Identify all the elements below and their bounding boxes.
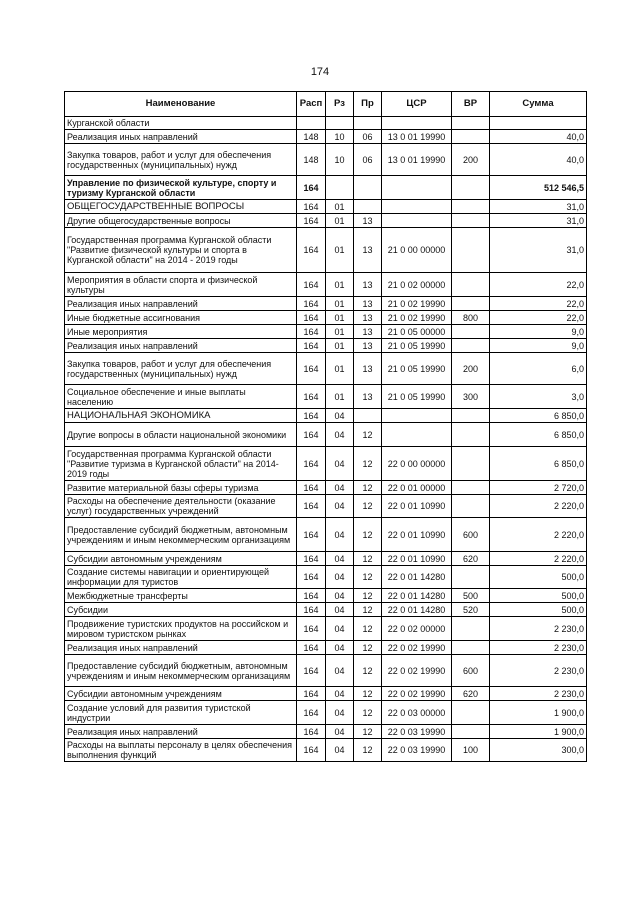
cell-rz: 04	[326, 518, 354, 552]
cell-pr: 06	[354, 130, 382, 144]
cell-rz: 04	[326, 739, 354, 762]
cell-sum: 6 850,0	[490, 423, 587, 447]
cell-rz: 04	[326, 655, 354, 687]
cell-vr	[452, 481, 490, 495]
cell-rasp: 164	[297, 339, 326, 353]
cell-sum: 2 720,0	[490, 481, 587, 495]
cell-sum: 6 850,0	[490, 447, 587, 481]
cell-sum: 2 230,0	[490, 655, 587, 687]
cell-vr: 100	[452, 739, 490, 762]
cell-vr: 600	[452, 655, 490, 687]
cell-rasp: 164	[297, 603, 326, 617]
cell-sum: 2 220,0	[490, 518, 587, 552]
cell-rasp: 164	[297, 739, 326, 762]
cell-pr: 12	[354, 739, 382, 762]
table-row	[65, 311, 587, 325]
cell-vr: 520	[452, 603, 490, 617]
table-row	[65, 130, 587, 144]
cell-vr: 500	[452, 589, 490, 603]
cell-pr: 13	[354, 353, 382, 385]
cell-name: Иные мероприятия	[65, 325, 297, 339]
table-row	[65, 481, 587, 495]
cell-csr: 22 0 02 19990	[382, 687, 452, 701]
cell-sum: 300,0	[490, 739, 587, 762]
cell-sum: 22,0	[490, 273, 587, 297]
cell-rasp: 164	[297, 273, 326, 297]
cell-name: Предоставление субсидий бюджетным, автономным учреждениям и иным некоммерческим организациям	[65, 518, 297, 552]
cell-csr: 22 0 02 19990	[382, 641, 452, 655]
cell-name: Закупка товаров, работ и услуг для обеспечения государственных (муниципальных) нужд	[65, 353, 297, 385]
cell-name: НАЦИОНАЛЬНАЯ ЭКОНОМИКА	[65, 409, 297, 423]
cell-name: Курганской области	[65, 117, 297, 130]
cell-rasp: 164	[297, 297, 326, 311]
cell-vr	[452, 447, 490, 481]
cell-pr	[354, 117, 382, 130]
cell-csr: 22 0 03 19990	[382, 739, 452, 762]
cell-pr: 12	[354, 687, 382, 701]
cell-rasp: 164	[297, 655, 326, 687]
cell-csr: 22 0 02 19990	[382, 655, 452, 687]
cell-vr	[452, 495, 490, 518]
cell-rz: 01	[326, 339, 354, 353]
column-header-rz: Рз	[326, 92, 354, 117]
cell-rz: 04	[326, 423, 354, 447]
cell-pr: 12	[354, 447, 382, 481]
cell-name: Субсидии автономным учреждениям	[65, 687, 297, 701]
cell-rz: 04	[326, 617, 354, 641]
cell-rasp: 164	[297, 385, 326, 409]
table-row	[65, 495, 587, 518]
cell-vr	[452, 725, 490, 739]
cell-rasp: 164	[297, 552, 326, 566]
cell-rasp: 164	[297, 518, 326, 552]
cell-rz	[326, 176, 354, 200]
table-row	[65, 725, 587, 739]
cell-name: Мероприятия в области спорта и физической культуры	[65, 273, 297, 297]
column-header-rasp: Расп	[297, 92, 326, 117]
cell-name: Создание условий для развития туристской индустрии	[65, 701, 297, 725]
cell-vr	[452, 214, 490, 228]
table-row	[65, 518, 587, 552]
column-header-csr: ЦСР	[382, 92, 452, 117]
cell-vr	[452, 325, 490, 339]
cell-name: Государственная программа Курганской области "Развитие физической культуры и спорта в Курганской области" на 2014 - 2019 годы	[65, 228, 297, 273]
cell-rz: 01	[326, 200, 354, 214]
cell-vr: 600	[452, 518, 490, 552]
cell-sum: 500,0	[490, 603, 587, 617]
cell-csr: 22 0 00 00000	[382, 447, 452, 481]
cell-sum: 2 230,0	[490, 617, 587, 641]
cell-rz: 04	[326, 566, 354, 589]
cell-vr	[452, 409, 490, 423]
cell-csr: 22 0 03 00000	[382, 701, 452, 725]
cell-pr: 06	[354, 144, 382, 176]
cell-vr	[452, 339, 490, 353]
cell-sum: 40,0	[490, 144, 587, 176]
cell-pr: 13	[354, 339, 382, 353]
cell-sum	[490, 117, 587, 130]
cell-rz: 04	[326, 589, 354, 603]
cell-name: Субсидии автономным учреждениям	[65, 552, 297, 566]
cell-csr: 21 0 00 00000	[382, 228, 452, 273]
cell-rz: 04	[326, 552, 354, 566]
column-header-name: Наименование	[65, 92, 297, 117]
cell-rz: 01	[326, 385, 354, 409]
cell-csr: 21 0 05 19990	[382, 385, 452, 409]
cell-csr: 13 0 01 19990	[382, 130, 452, 144]
cell-rasp: 164	[297, 687, 326, 701]
cell-sum: 6,0	[490, 353, 587, 385]
cell-pr: 12	[354, 617, 382, 641]
table-row	[65, 297, 587, 311]
cell-pr: 12	[354, 701, 382, 725]
cell-vr	[452, 176, 490, 200]
table-header-row	[65, 92, 587, 117]
cell-name: Развитие материальной базы сферы туризма	[65, 481, 297, 495]
cell-sum: 2 220,0	[490, 552, 587, 566]
cell-rasp	[297, 117, 326, 130]
cell-csr: 22 0 01 14280	[382, 566, 452, 589]
cell-rasp: 164	[297, 481, 326, 495]
cell-rz: 04	[326, 409, 354, 423]
cell-vr: 620	[452, 552, 490, 566]
cell-pr: 12	[354, 495, 382, 518]
cell-pr: 13	[354, 214, 382, 228]
cell-name: Предоставление субсидий бюджетным, автономным учреждениям и иным некоммерческим организациям	[65, 655, 297, 687]
cell-rz: 04	[326, 725, 354, 739]
table-row	[65, 273, 587, 297]
table-row	[65, 339, 587, 353]
cell-rz: 01	[326, 325, 354, 339]
cell-pr: 12	[354, 603, 382, 617]
cell-sum: 2 230,0	[490, 641, 587, 655]
table-row	[65, 447, 587, 481]
cell-rasp: 164	[297, 409, 326, 423]
cell-csr: 22 0 01 14280	[382, 603, 452, 617]
cell-sum: 2 220,0	[490, 495, 587, 518]
cell-vr	[452, 200, 490, 214]
table-row	[65, 655, 587, 687]
cell-rasp: 164	[297, 725, 326, 739]
cell-csr: 21 0 05 19990	[382, 353, 452, 385]
cell-csr: 22 0 01 10990	[382, 495, 452, 518]
cell-sum: 31,0	[490, 214, 587, 228]
cell-sum: 9,0	[490, 339, 587, 353]
cell-pr: 12	[354, 552, 382, 566]
cell-rz: 04	[326, 603, 354, 617]
table-row	[65, 701, 587, 725]
cell-rz: 01	[326, 311, 354, 325]
cell-csr: 22 0 01 00000	[382, 481, 452, 495]
cell-rasp: 164	[297, 214, 326, 228]
cell-rasp: 164	[297, 495, 326, 518]
cell-rasp: 164	[297, 589, 326, 603]
cell-name: Создание системы навигации и ориентирующей информации для туристов	[65, 566, 297, 589]
table-row	[65, 144, 587, 176]
table-row	[65, 566, 587, 589]
cell-name: Государственная программа Курганской области "Развитие туризма в Курганской области" на 2014-2019 годы	[65, 447, 297, 481]
cell-vr	[452, 117, 490, 130]
cell-pr: 12	[354, 423, 382, 447]
cell-csr: 21 0 02 00000	[382, 273, 452, 297]
cell-sum: 1 900,0	[490, 725, 587, 739]
table-row	[65, 176, 587, 200]
cell-rz: 04	[326, 495, 354, 518]
cell-pr: 13	[354, 325, 382, 339]
table-row	[65, 617, 587, 641]
table-row	[65, 200, 587, 214]
cell-csr: 21 0 05 00000	[382, 325, 452, 339]
cell-name: Другие вопросы в области национальной экономики	[65, 423, 297, 447]
cell-pr: 12	[354, 566, 382, 589]
cell-vr: 620	[452, 687, 490, 701]
cell-rz: 04	[326, 701, 354, 725]
table-row	[65, 687, 587, 701]
cell-csr: 21 0 05 19990	[382, 339, 452, 353]
cell-pr: 12	[354, 725, 382, 739]
table-row	[65, 117, 587, 130]
column-header-vr: ВР	[452, 92, 490, 117]
cell-rasp: 164	[297, 311, 326, 325]
cell-sum: 40,0	[490, 130, 587, 144]
table-row	[65, 214, 587, 228]
cell-pr: 12	[354, 641, 382, 655]
cell-rz: 01	[326, 353, 354, 385]
cell-name: Межбюджетные трансферты	[65, 589, 297, 603]
table-row	[65, 589, 587, 603]
table-row	[65, 409, 587, 423]
cell-sum: 22,0	[490, 311, 587, 325]
table-row	[65, 603, 587, 617]
cell-csr	[382, 176, 452, 200]
cell-pr	[354, 176, 382, 200]
cell-pr: 12	[354, 518, 382, 552]
cell-rasp: 164	[297, 701, 326, 725]
cell-vr	[452, 566, 490, 589]
cell-rz: 01	[326, 273, 354, 297]
cell-sum: 9,0	[490, 325, 587, 339]
cell-pr: 13	[354, 273, 382, 297]
cell-pr	[354, 409, 382, 423]
cell-vr	[452, 617, 490, 641]
cell-pr: 13	[354, 228, 382, 273]
cell-rz: 04	[326, 687, 354, 701]
cell-vr	[452, 297, 490, 311]
cell-rasp: 164	[297, 325, 326, 339]
cell-name: Иные бюджетные ассигнования	[65, 311, 297, 325]
cell-sum: 512 546,5	[490, 176, 587, 200]
cell-vr	[452, 701, 490, 725]
cell-pr: 13	[354, 385, 382, 409]
cell-rz	[326, 117, 354, 130]
cell-sum: 6 850,0	[490, 409, 587, 423]
cell-name: Реализация иных направлений	[65, 297, 297, 311]
cell-name: Реализация иных направлений	[65, 725, 297, 739]
cell-rz: 10	[326, 130, 354, 144]
cell-name: Социальное обеспечение и иные выплаты населению	[65, 385, 297, 409]
cell-name: Реализация иных направлений	[65, 130, 297, 144]
table-row	[65, 552, 587, 566]
table-row	[65, 325, 587, 339]
table-row	[65, 641, 587, 655]
column-header-pr: Пр	[354, 92, 382, 117]
cell-name: Продвижение туристских продуктов на российском и мировом туристском рынках	[65, 617, 297, 641]
cell-csr: 22 0 01 14280	[382, 589, 452, 603]
cell-rasp: 164	[297, 566, 326, 589]
cell-vr	[452, 641, 490, 655]
cell-name: Реализация иных направлений	[65, 641, 297, 655]
cell-csr: 13 0 01 19990	[382, 144, 452, 176]
cell-vr: 200	[452, 353, 490, 385]
cell-vr: 200	[452, 144, 490, 176]
cell-sum: 31,0	[490, 200, 587, 214]
cell-rz: 01	[326, 297, 354, 311]
cell-rasp: 164	[297, 228, 326, 273]
cell-sum: 500,0	[490, 589, 587, 603]
cell-name: Другие общегосударственные вопросы	[65, 214, 297, 228]
cell-rasp: 148	[297, 130, 326, 144]
cell-sum: 22,0	[490, 297, 587, 311]
page-number: 174	[310, 66, 330, 78]
cell-rz: 01	[326, 214, 354, 228]
cell-rasp: 164	[297, 176, 326, 200]
cell-pr: 13	[354, 311, 382, 325]
cell-rasp: 164	[297, 200, 326, 214]
cell-vr	[452, 228, 490, 273]
cell-csr	[382, 214, 452, 228]
cell-sum: 2 230,0	[490, 687, 587, 701]
cell-sum: 3,0	[490, 385, 587, 409]
cell-csr: 22 0 03 19990	[382, 725, 452, 739]
cell-sum: 1 900,0	[490, 701, 587, 725]
cell-vr	[452, 273, 490, 297]
cell-csr: 21 0 02 19990	[382, 311, 452, 325]
table-row	[65, 739, 587, 762]
column-header-sum: Сумма	[490, 92, 587, 117]
cell-csr	[382, 117, 452, 130]
cell-rz: 04	[326, 481, 354, 495]
cell-rasp: 164	[297, 423, 326, 447]
cell-rz: 04	[326, 447, 354, 481]
cell-vr: 800	[452, 311, 490, 325]
table-row	[65, 228, 587, 273]
cell-name: Закупка товаров, работ и услуг для обеспечения государственных (муниципальных) нужд	[65, 144, 297, 176]
cell-pr: 13	[354, 297, 382, 311]
budget-table	[64, 91, 587, 762]
cell-rz: 04	[326, 641, 354, 655]
cell-rasp: 164	[297, 617, 326, 641]
cell-rz: 10	[326, 144, 354, 176]
cell-pr: 12	[354, 655, 382, 687]
table-row	[65, 353, 587, 385]
cell-name: Реализация иных направлений	[65, 339, 297, 353]
table-row	[65, 385, 587, 409]
cell-name: Управление по физической культуре, спорту и туризму Курганской области	[65, 176, 297, 200]
table-body	[65, 117, 587, 762]
cell-csr: 22 0 01 10990	[382, 552, 452, 566]
cell-rz: 01	[326, 228, 354, 273]
cell-sum: 500,0	[490, 566, 587, 589]
cell-csr	[382, 200, 452, 214]
cell-name: Субсидии	[65, 603, 297, 617]
cell-csr	[382, 423, 452, 447]
cell-vr	[452, 130, 490, 144]
cell-rasp: 164	[297, 641, 326, 655]
cell-rasp: 148	[297, 144, 326, 176]
cell-csr: 21 0 02 19990	[382, 297, 452, 311]
cell-pr	[354, 200, 382, 214]
cell-csr: 22 0 02 00000	[382, 617, 452, 641]
cell-pr: 12	[354, 589, 382, 603]
cell-vr: 300	[452, 385, 490, 409]
cell-name: ОБЩЕГОСУДАРСТВЕННЫЕ ВОПРОСЫ	[65, 200, 297, 214]
cell-csr	[382, 409, 452, 423]
cell-sum: 31,0	[490, 228, 587, 273]
table-row	[65, 423, 587, 447]
cell-name: Расходы на обеспечение деятельности (оказание услуг) государственных учреждений	[65, 495, 297, 518]
cell-vr	[452, 423, 490, 447]
cell-name: Расходы на выплаты персоналу в целях обеспечения выполнения функций	[65, 739, 297, 762]
cell-pr: 12	[354, 481, 382, 495]
cell-rasp: 164	[297, 353, 326, 385]
cell-rasp: 164	[297, 447, 326, 481]
cell-csr: 22 0 01 10990	[382, 518, 452, 552]
